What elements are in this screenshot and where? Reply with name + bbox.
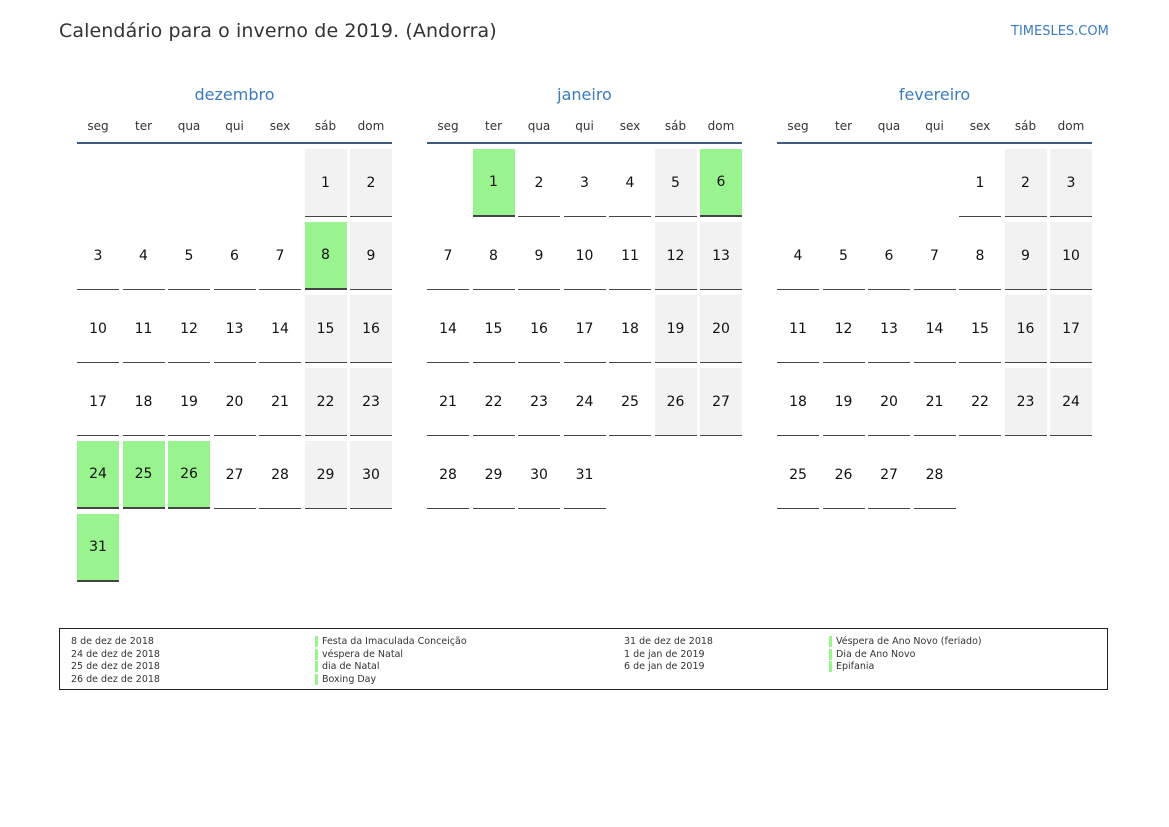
- week-row: [777, 149, 1092, 217]
- day-cell[interactable]: 16: [1005, 295, 1047, 363]
- day-cell[interactable]: 13: [214, 295, 256, 363]
- holiday-date: 6 de jan de 2019: [624, 661, 705, 672]
- month-december: [77, 84, 392, 582]
- day-cell[interactable]: 3: [564, 149, 606, 217]
- day-cell: [1005, 441, 1047, 509]
- day-cell[interactable]: 4: [777, 222, 819, 290]
- holiday-legend: [59, 628, 1108, 690]
- weekday-label: dom: [357, 119, 385, 133]
- day-cell: [959, 441, 1001, 509]
- weekday-label: seg: [787, 119, 809, 133]
- day-cell[interactable]: 23: [518, 368, 560, 436]
- weekday-label: qui: [925, 119, 944, 133]
- day-cell[interactable]: 18: [777, 368, 819, 436]
- holiday-date: 31 de dez de 2018: [624, 636, 713, 647]
- day-cell[interactable]: 26: [168, 441, 210, 509]
- day-cell[interactable]: 21: [427, 368, 469, 436]
- day-cell[interactable]: 1: [473, 149, 515, 217]
- weekday-label: ter: [834, 119, 853, 133]
- day-cell[interactable]: 9: [518, 222, 560, 290]
- week-row: [77, 222, 392, 290]
- day-cell[interactable]: 19: [655, 295, 697, 363]
- day-cell[interactable]: 24: [564, 368, 606, 436]
- weekday-label: sex: [969, 119, 991, 133]
- day-cell: [868, 149, 910, 217]
- day-cell[interactable]: 5: [823, 222, 865, 290]
- day-cell: [305, 514, 347, 582]
- day-cell: [259, 514, 301, 582]
- day-cell[interactable]: 16: [518, 295, 560, 363]
- day-cell[interactable]: 16: [350, 295, 392, 363]
- holiday-name: dia de Natal: [315, 661, 380, 672]
- holiday-date: 1 de jan de 2019: [624, 648, 705, 660]
- day-cell[interactable]: 28: [427, 441, 469, 509]
- weekday-label: sáb: [314, 119, 337, 133]
- day-cell[interactable]: 23: [350, 368, 392, 436]
- week-row: [77, 149, 392, 217]
- day-cell[interactable]: 7: [259, 222, 301, 290]
- month-name: fevereiro: [898, 85, 971, 104]
- day-cell[interactable]: 22: [305, 368, 347, 436]
- day-cell[interactable]: 17: [77, 368, 119, 436]
- weekday-label: qua: [177, 119, 201, 133]
- week-row: [777, 222, 1092, 290]
- week-row: [427, 368, 742, 436]
- weekday-label: sex: [269, 119, 291, 133]
- weekday-header: [427, 116, 742, 144]
- day-cell[interactable]: 2: [518, 149, 560, 217]
- legend-left-dates: [71, 636, 160, 686]
- day-cell: [914, 149, 956, 217]
- day-cell[interactable]: 18: [123, 368, 165, 436]
- weekday-label: dom: [1057, 119, 1085, 133]
- month-name: dezembro: [194, 85, 275, 104]
- day-cell[interactable]: 18: [609, 295, 651, 363]
- legend-right-dates: [624, 636, 713, 674]
- weekday-label: sex: [619, 119, 641, 133]
- day-cell[interactable]: 12: [168, 295, 210, 363]
- day-cell: [214, 149, 256, 217]
- day-cell[interactable]: 27: [214, 441, 256, 509]
- day-cell: [777, 149, 819, 217]
- week-row: [77, 441, 392, 509]
- day-cell[interactable]: 5: [168, 222, 210, 290]
- day-cell[interactable]: 8: [959, 222, 1001, 290]
- day-cell: [77, 149, 119, 217]
- week-row: [427, 441, 742, 509]
- day-cell[interactable]: 14: [427, 295, 469, 363]
- day-cell[interactable]: 26: [655, 368, 697, 436]
- day-cell[interactable]: 24: [77, 441, 119, 509]
- holiday-name: Epifania: [829, 661, 874, 672]
- site-link[interactable]: TIMESLES.COM: [1011, 24, 1109, 39]
- weekday-label: sáb: [664, 119, 687, 133]
- day-cell[interactable]: 9: [1005, 222, 1047, 290]
- day-cell: [350, 514, 392, 582]
- holiday-name: Festa da Imaculada Conceição: [315, 636, 467, 647]
- week-row: [77, 514, 392, 582]
- month-january: [427, 84, 742, 509]
- day-cell[interactable]: 1: [959, 149, 1001, 217]
- day-cell[interactable]: 13: [868, 295, 910, 363]
- day-cell[interactable]: 29: [473, 441, 515, 509]
- week-row: [427, 295, 742, 363]
- week-row: [427, 149, 742, 217]
- day-cell[interactable]: 3: [1050, 149, 1092, 217]
- day-cell[interactable]: 31: [564, 441, 606, 509]
- day-cell[interactable]: 15: [305, 295, 347, 363]
- day-cell: [123, 149, 165, 217]
- day-cell[interactable]: 30: [350, 441, 392, 509]
- day-cell[interactable]: 20: [700, 295, 742, 363]
- weekday-label: dom: [707, 119, 735, 133]
- day-cell[interactable]: 12: [655, 222, 697, 290]
- holiday-date: 26 de dez de 2018: [71, 673, 160, 685]
- day-cell[interactable]: 10: [564, 222, 606, 290]
- holiday-name: Véspera de Ano Novo (feriado): [829, 636, 982, 647]
- day-cell[interactable]: 6: [700, 149, 742, 217]
- legend-right-names: [829, 636, 982, 674]
- day-cell[interactable]: 2: [350, 149, 392, 217]
- day-cell[interactable]: 15: [959, 295, 1001, 363]
- day-cell[interactable]: 23: [1005, 368, 1047, 436]
- holiday-date: 25 de dez de 2018: [71, 661, 160, 672]
- day-cell: [214, 514, 256, 582]
- weekday-label: seg: [87, 119, 109, 133]
- weekday-label: ter: [484, 119, 503, 133]
- day-cell[interactable]: 30: [518, 441, 560, 509]
- day-cell[interactable]: 21: [259, 368, 301, 436]
- day-cell[interactable]: 17: [564, 295, 606, 363]
- day-cell: [259, 149, 301, 217]
- weekday-label: qua: [877, 119, 901, 133]
- day-cell[interactable]: 10: [77, 295, 119, 363]
- month-february: [777, 84, 1092, 509]
- holiday-name: Boxing Day: [315, 674, 376, 685]
- day-cell[interactable]: 11: [777, 295, 819, 363]
- day-cell[interactable]: 1: [305, 149, 347, 217]
- week-row: [427, 222, 742, 290]
- day-cell[interactable]: 20: [868, 368, 910, 436]
- day-cell[interactable]: 4: [123, 222, 165, 290]
- day-cell: [609, 441, 651, 509]
- day-cell[interactable]: 4: [609, 149, 651, 217]
- day-cell[interactable]: 6: [868, 222, 910, 290]
- day-cell[interactable]: 29: [305, 441, 347, 509]
- day-cell[interactable]: 15: [473, 295, 515, 363]
- week-row: [777, 295, 1092, 363]
- weekday-header: [77, 116, 392, 144]
- day-cell: [123, 514, 165, 582]
- day-cell[interactable]: 17: [1050, 295, 1092, 363]
- day-cell[interactable]: 13: [700, 222, 742, 290]
- day-cell[interactable]: 20: [214, 368, 256, 436]
- day-cell[interactable]: 25: [123, 441, 165, 509]
- day-cell[interactable]: 11: [609, 222, 651, 290]
- day-cell[interactable]: 7: [427, 222, 469, 290]
- day-cell: [168, 149, 210, 217]
- week-row: [777, 441, 1092, 509]
- day-cell[interactable]: 28: [914, 441, 956, 509]
- day-cell: [427, 149, 469, 217]
- holiday-name: véspera de Natal: [315, 649, 403, 660]
- day-cell[interactable]: 28: [259, 441, 301, 509]
- holiday-name: Dia de Ano Novo: [829, 649, 915, 660]
- day-cell[interactable]: 7: [914, 222, 956, 290]
- holiday-date: 24 de dez de 2018: [71, 648, 160, 660]
- day-cell[interactable]: 31: [77, 514, 119, 582]
- day-cell[interactable]: 19: [168, 368, 210, 436]
- day-cell[interactable]: 14: [914, 295, 956, 363]
- page-title: Calendário para o inverno de 2019. (Andorra): [59, 20, 497, 42]
- day-cell[interactable]: 3: [77, 222, 119, 290]
- day-cell: [1050, 441, 1092, 509]
- holiday-date: 8 de dez de 2018: [71, 636, 154, 647]
- month-name: janeiro: [557, 85, 612, 104]
- day-cell[interactable]: 5: [655, 149, 697, 217]
- day-cell[interactable]: 27: [700, 368, 742, 436]
- day-cell: [655, 441, 697, 509]
- day-cell[interactable]: 24: [1050, 368, 1092, 436]
- weekday-label: sáb: [1014, 119, 1037, 133]
- day-cell[interactable]: 22: [959, 368, 1001, 436]
- weekday-label: seg: [437, 119, 459, 133]
- legend-left-names: [315, 636, 467, 686]
- weekday-label: qua: [527, 119, 551, 133]
- day-cell: [823, 149, 865, 217]
- week-row: [777, 368, 1092, 436]
- weekday-label: qui: [225, 119, 244, 133]
- day-cell[interactable]: 8: [305, 222, 347, 290]
- weekday-header: [777, 116, 1092, 144]
- week-row: [77, 295, 392, 363]
- day-cell[interactable]: 19: [823, 368, 865, 436]
- day-cell[interactable]: 25: [777, 441, 819, 509]
- day-cell: [168, 514, 210, 582]
- day-cell: [700, 441, 742, 509]
- day-cell[interactable]: 22: [473, 368, 515, 436]
- day-cell[interactable]: 26: [823, 441, 865, 509]
- day-cell[interactable]: 12: [823, 295, 865, 363]
- day-cell[interactable]: 2: [1005, 149, 1047, 217]
- day-cell[interactable]: 25: [609, 368, 651, 436]
- day-cell[interactable]: 9: [350, 222, 392, 290]
- day-cell[interactable]: 27: [868, 441, 910, 509]
- week-row: [77, 368, 392, 436]
- day-cell[interactable]: 11: [123, 295, 165, 363]
- day-cell[interactable]: 21: [914, 368, 956, 436]
- day-cell[interactable]: 8: [473, 222, 515, 290]
- day-cell[interactable]: 10: [1050, 222, 1092, 290]
- day-cell[interactable]: 6: [214, 222, 256, 290]
- weekday-label: ter: [134, 119, 153, 133]
- weekday-label: qui: [575, 119, 594, 133]
- day-cell[interactable]: 14: [259, 295, 301, 363]
